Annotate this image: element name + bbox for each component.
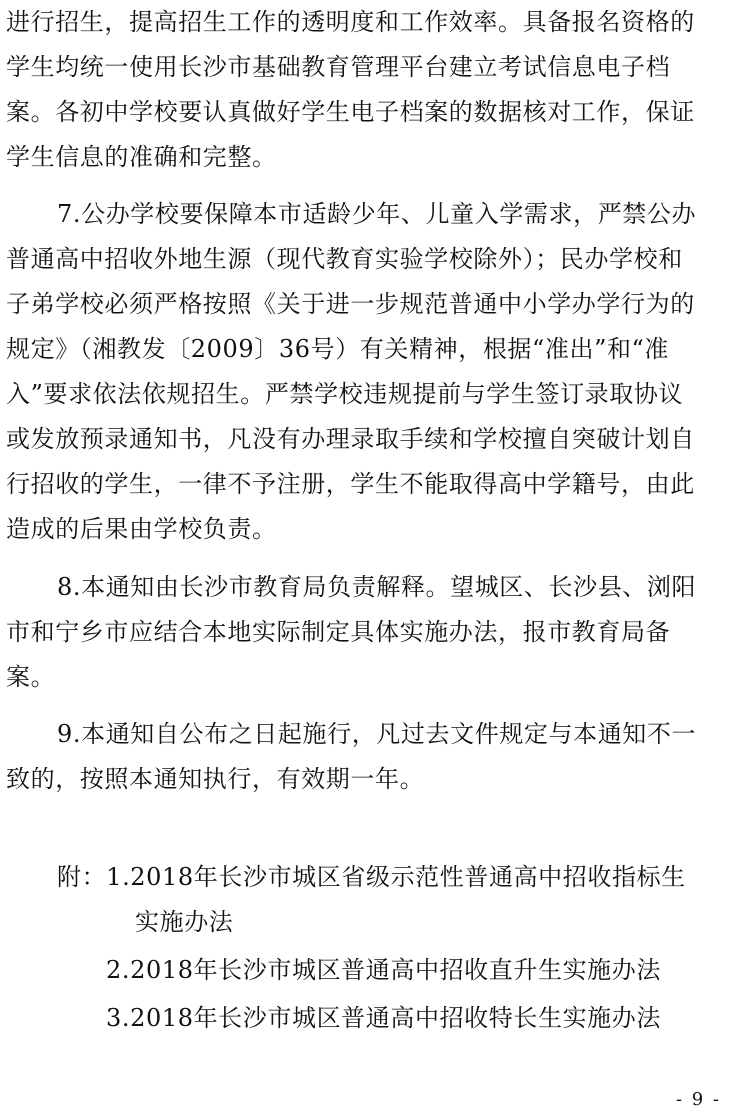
paragraph-line: 子弟学校必须严格按照《关于进一步规范普通中小学办学行为的 <box>6 290 695 318</box>
paragraph-line: 行招收的学生，一律不予注册，学生不能取得高中学籍号，由此 <box>6 470 695 498</box>
paragraph-line: 入”要求依法依规招生。严禁学校违规提前与学生签订录取协议 <box>6 380 684 408</box>
paragraph-line: 进行招生，提高招生工作的透明度和工作效率。具备报名资格的 <box>6 8 695 36</box>
paragraph-line: 普通高中招收外地生源（现代教育实验学校除外）；民办学校和 <box>6 245 683 273</box>
page-number: - 9 - <box>675 1089 721 1110</box>
paragraph-line: 8.本通知由长沙市教育局负责解释。望城区、长沙县、浏阳 <box>57 573 697 601</box>
attachment-item: 3.2018年长沙市城区普通高中招收特长生实施办法 <box>106 1004 661 1032</box>
paragraph-line: 学生均统一使用长沙市基础教育管理平台建立考试信息电子档 <box>6 53 671 81</box>
paragraph-line: 7.公办学校要保障本市适龄少年、儿童入学需求，严禁公办 <box>57 200 697 228</box>
paragraph-line: 案。各初中学校要认真做好学生电子档案的数据核对工作，保证 <box>6 98 695 126</box>
attachment-item: 实施办法 <box>135 908 234 936</box>
paragraph-line: 或发放预录通知书，凡没有办理录取手续和学校擅自突破计划自 <box>6 425 695 453</box>
paragraph-line: 市和宁乡市应结合本地实际制定具体实施办法，报市教育局备 <box>6 618 671 646</box>
paragraph-line: 规定》（湘教发〔2009〕36号）有关精神，根据“准出”和“准 <box>6 335 670 363</box>
attachment-item: 2.2018年长沙市城区普通高中招收直升生实施办法 <box>106 956 661 984</box>
paragraph-line: 造成的后果由学校负责。 <box>6 515 277 543</box>
paragraph-line: 学生信息的准确和完整。 <box>6 143 277 171</box>
attachment-item: 附：1.2018年长沙市城区省级示范性普通高中招收指标生 <box>57 863 686 891</box>
paragraph-line: 致的，按照本通知执行，有效期一年。 <box>6 765 425 793</box>
paragraph-line: 案。 <box>6 663 56 691</box>
paragraph-line: 9.本通知自公布之日起施行，凡过去文件规定与本通知不一 <box>57 720 697 748</box>
